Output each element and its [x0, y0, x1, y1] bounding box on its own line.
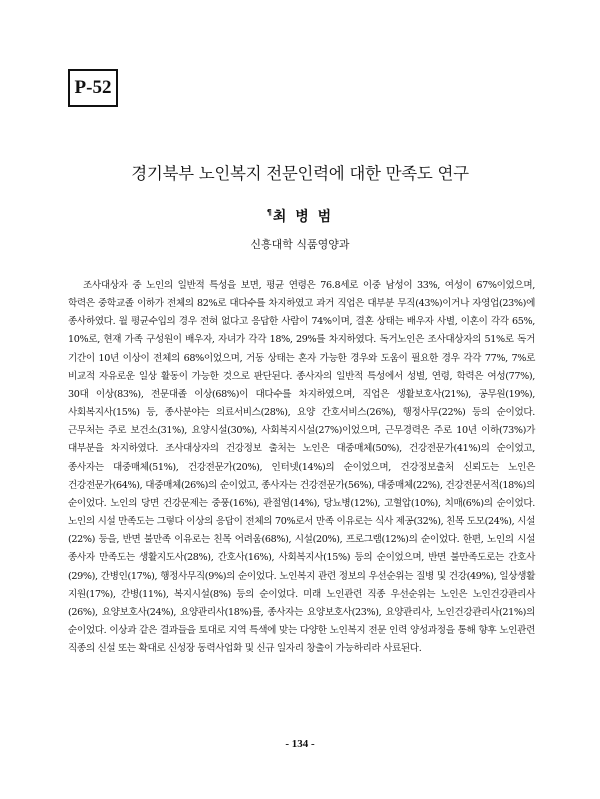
author-line [0, 206, 600, 226]
paper-code: P-52 [74, 77, 112, 98]
author-affiliation: 신흥대학 식품영양과 [250, 238, 350, 251]
abstract-body: 조사대상자 중 노인의 일반적 특성을 보면, 평균 연령은 76.8세로 이중 남성이 33%, 여성이 67%이었으며, 학력은 중학교졸 이하가 전체의 82%로 대다수를 차지하였고 과거 직업은 대부분 무직(43%)이거나 자영업(23%)에 종사하였다. 월 평균수입의 경우 전혀 없다고 응답한 사람이 74%이며, 결혼 상태는 배우자 사별, 이혼이 각각 65%, 10%로, 현재 가족 구성원이 배우자, 자녀가 각각 18%, 29%를 차지하였다. 독거노인은 조사대상자의 51%로 독거 기간이 10년 이상이 전체의 68%이었으며, 거동 상태는 혼자 가능한 경우와 도움이 필요한 경우 각각 77%, 7%로 비교적 자유로운 일상 활동이 가능한 것으로 판단된다. 종사자의 일반적 특성에서 성별, 연령, 학력은 여성(77%), 30대 이상(83%), 전문대졸 이상(68%)이 대다수를 차지하였으며, 직업은 생활보호사(21%), 공무원(19%), 사회복지사(15%) 등, 종사분야는 의료서비스(28%), 요양 간호서비스(26%), 행정사무(22%) 등의 순이었다. 근무처는 주로 보건소(31%), 요양시설(30%), 사회복지시설(27%)이었으며, 근무경력은 주로 10년 이하(73%)가 대부분을 차지하였다. 조사대상자의 건강정보 출처는 노인은 대중매체(50%), 건강전문가(41%)의 순이었고, 종사자는 대중매체(51%), 건강전문가(20%), 인터넷(14%)의 순이었으며, 건강정보출처 신뢰도는 노인은 건강전문가(64%), 대중매체(26%)의 순이었고, 종사자는 건강전문가(56%), 대중매체(22%), 건강전문서적(18%)의 순이었다. 노인의 당면 건강문제는 중풍(16%), 관절염(14%), 당뇨병(12%), 고혈압(10%), 치매(6%)의 순이었다. 노인의 시설 만족도는 그렇다 이상의 응답이 전체의 70%로서 만족 이유로는 식사 제공(32%), 친목 도모(24%), 시설(22%) 등을, 반면 불만족 이유로는 친목 어려움(68%), 시설(20%), 프로그램(12%)의 순이었다. 한편, 노인의 시설 종사자 만족도는 생활지도사(28%), 간호사(16%), 사회복지사(15%) 등의 순이었으며, 반면 불만족도로는 간호사(29%), 간병인(17%), 행정사무직(9%)의 순이었다. 노인복지 관련 정보의 우선순위는 질병 및 건강(49%), 일상생활 지원(17%), 간병(11%), 복지시설(8%) 등의 순이었다. 미래 노인관련 직종 우선순위는 노인은 노인건강관리사(26%), 요양보호사(24%), 요양관리사(18%)를, 종사자는 요양보호사(23%), 요양관리사, 노인건강관리사(21%)의 순이었다. 이상과 같은 결과들을 토대로 지역 특색에 맞는 다양한 노인복지 전문 인력 양성과정을 통해 향후 노인관련 직종의 신설 또는 확대로 신성장 동력사업화 및 신규 일자리 창출이 가능하리라 사료된다. [68, 280, 535, 655]
corresponding-author-mark: ¶ [266, 208, 272, 217]
paper-code-box [68, 69, 118, 107]
page-number: - 134 - [285, 738, 315, 750]
author-name: 최 병 범 [272, 209, 334, 225]
paper-title: 경기북부 노인복지 전문인력에 대한 만족도 연구 [131, 164, 469, 183]
